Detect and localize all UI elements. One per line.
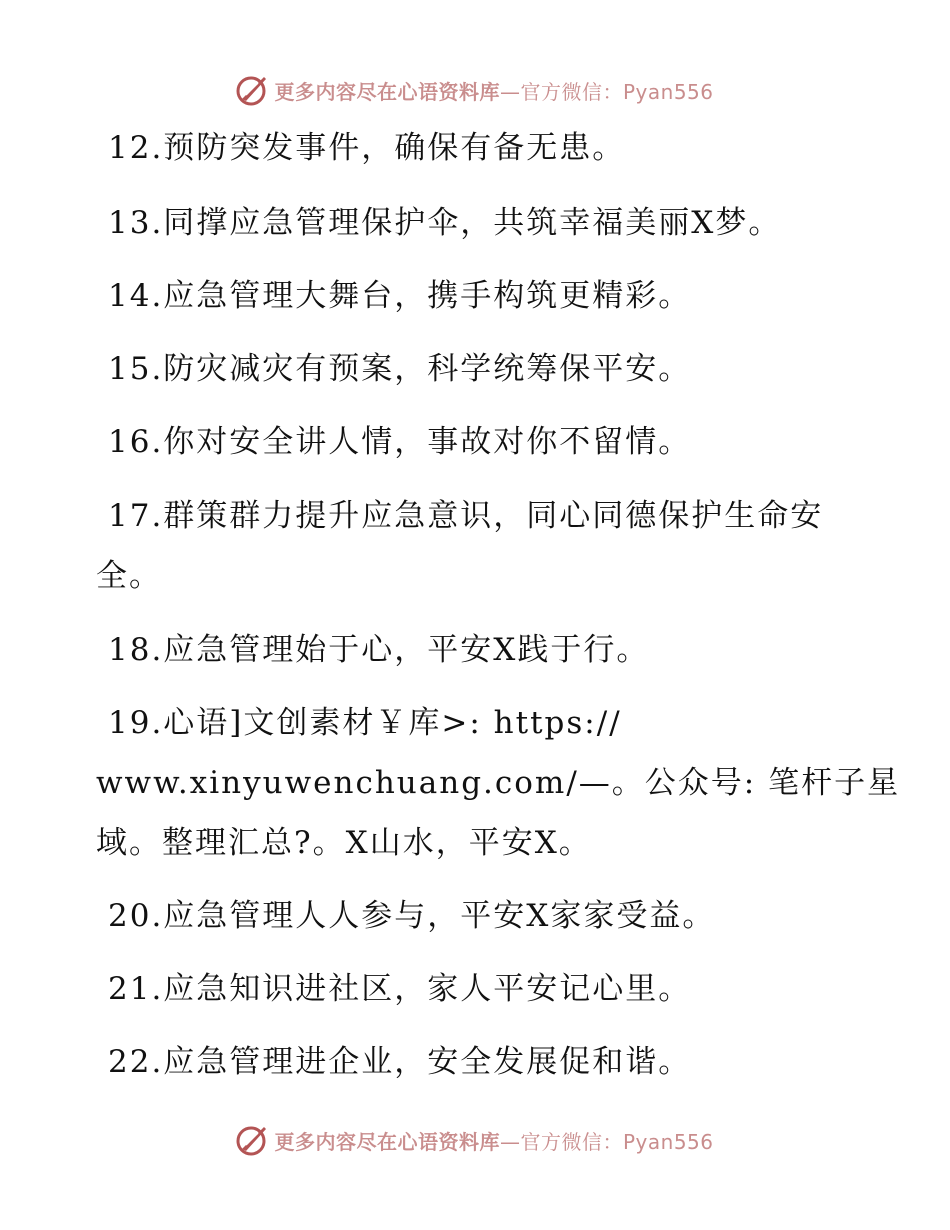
watermark-main: 更多内容尽在心语资料库 [274,1129,500,1154]
list-item: 13.同撑应急管理保护伞，共筑幸福美丽Ⅹ梦。 [108,205,782,241]
list-item: 16.你对安全讲人情，事故对你不留情。 [108,424,692,460]
watermark-id: Pyan556 [622,1129,714,1154]
list-item: 21.应急知识进社区，家人平安记心里。 [108,971,692,1007]
list-item: 18.应急管理始于心，平安Ⅹ践于行。 [108,632,650,668]
list-item: 15.防灾减灾有预案，科学统筹保平安。 [108,351,692,387]
list-item: 17.群策群力提升应急意识，同心同德保护生命安 [108,498,824,534]
list-item: 14.应急管理大舞台，携手构筑更精彩。 [108,278,692,314]
watermark-id: Pyan556 [622,79,714,104]
watermark-side: 官方微信： [520,1129,623,1154]
list-item-continuation: 全。 [96,558,162,594]
watermark-dash: — [499,1129,521,1154]
quill-logo-icon [236,73,270,107]
list-item-continuation: www.xinyuwenchuang.com/—。公众号: 笔杆子星 [96,765,901,801]
footer-watermark [0,1120,950,1160]
list-item: 12.预防突发事件，确保有备无患。 [108,130,626,166]
list-item-continuation: 域。整理汇总?。Ⅹ山水，平安Ⅹ。 [96,825,592,861]
quill-logo-icon [236,1123,270,1157]
list-item: 20.应急管理人人参与，平安Ⅹ家家受益。 [108,898,716,934]
header-watermark [0,70,950,110]
list-item: 19.心语]文创素材￥库>: https:// [108,705,622,741]
watermark-dash: — [499,79,521,104]
watermark-main: 更多内容尽在心语资料库 [274,79,500,104]
list-item: 22.应急管理进企业，安全发展促和谐。 [108,1044,692,1080]
watermark-text [274,1126,713,1155]
watermark-text [274,76,713,105]
watermark-side: 官方微信： [520,79,623,104]
